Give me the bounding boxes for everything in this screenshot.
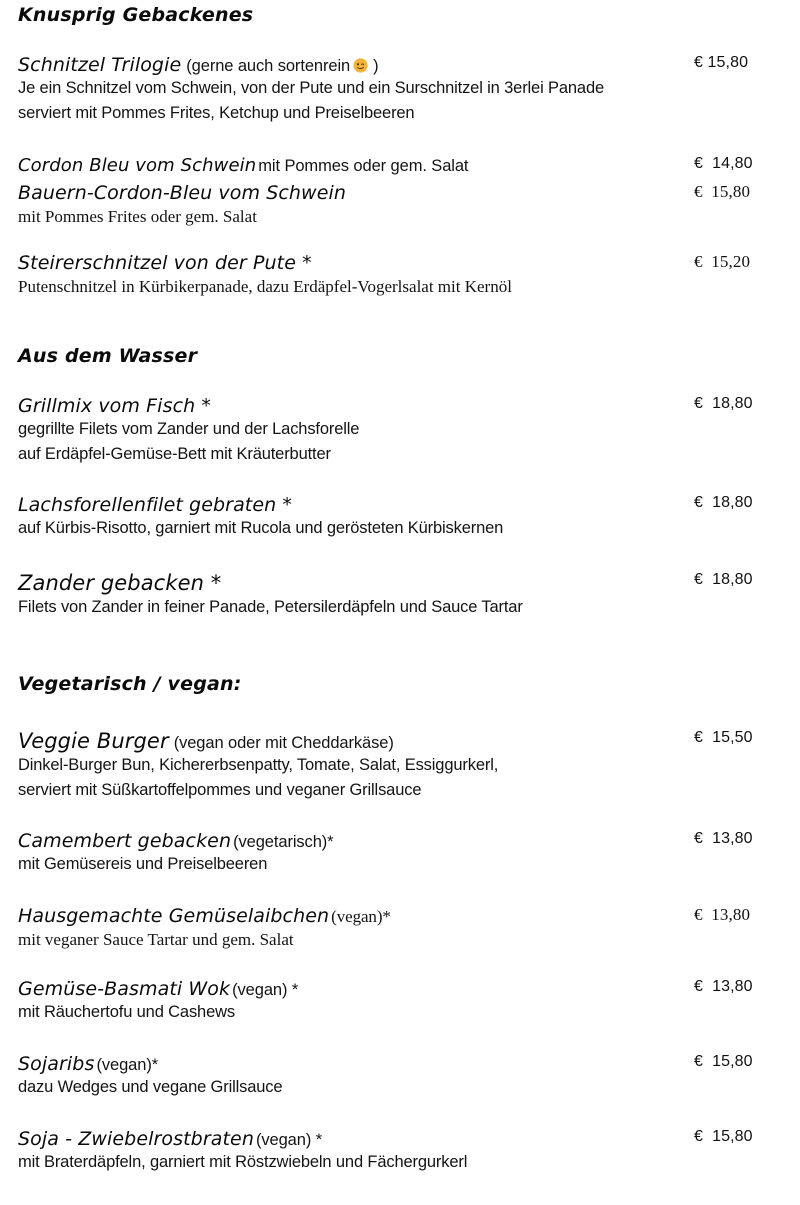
menu-item bbox=[0, 1053, 800, 1100]
menu-item bbox=[0, 978, 800, 1025]
menu-item-price: € 15,20 bbox=[694, 252, 751, 271]
menu-item-price: € 18,80 bbox=[694, 494, 753, 511]
menu-item-header bbox=[18, 1053, 800, 1075]
menu-item-description-line: Dinkel-Burger Bun, Kichererbsenpatty, Tomate, Salat, Essiggurkerl, bbox=[18, 756, 499, 774]
menu-item-price: € 15,80 bbox=[694, 1128, 753, 1145]
menu-item-name: Gemüse-Basmati Wok bbox=[18, 978, 231, 1000]
menu-item-header bbox=[18, 830, 800, 852]
menu-item bbox=[0, 54, 800, 126]
menu-item-name: Sojaribs bbox=[18, 1053, 95, 1075]
menu-item-header bbox=[18, 978, 800, 1000]
menu-item-description-line: mit Räuchertofu und Cashews bbox=[18, 1003, 235, 1021]
menu-item bbox=[0, 494, 800, 541]
menu-item-suffix-end: ) bbox=[373, 57, 379, 75]
menu-item-suffix: (vegan) * bbox=[255, 1131, 323, 1149]
menu-item-name: Zander gebacken * bbox=[18, 571, 222, 595]
section-heading: Aus dem Wasser bbox=[18, 345, 198, 367]
menu-item-name: Camembert gebacken bbox=[18, 830, 232, 852]
section-heading: Knusprig Gebackenes bbox=[18, 4, 254, 26]
menu-item-name: Lachsforellenfilet gebraten * bbox=[18, 494, 293, 516]
menu-item-suffix: (vegan)* bbox=[96, 1056, 159, 1074]
menu-item-description-line: dazu Wedges und vegane Grillsauce bbox=[18, 1078, 283, 1096]
menu-item-suffix: (vegan)* bbox=[331, 907, 391, 926]
menu-item-header bbox=[18, 1128, 800, 1150]
menu-item-price: € 13,80 bbox=[694, 830, 753, 847]
menu-item bbox=[0, 395, 800, 467]
menu-item-suffix: (gerne auch sortenrein bbox=[186, 57, 351, 75]
menu-item-suffix: (vegan) * bbox=[232, 981, 299, 999]
menu-item-name: Steirerschnitzel von der Pute * bbox=[18, 252, 312, 274]
menu-item-header bbox=[18, 905, 800, 927]
menu-item bbox=[0, 729, 800, 803]
menu-item-description-line: serviert mit Pommes Frites, Ketchup und Preiselbeeren bbox=[18, 104, 415, 122]
menu-item bbox=[0, 155, 800, 176]
menu-item-suffix: (vegan oder mit Cheddarkäse) bbox=[173, 734, 394, 752]
menu-item-price: € 15,80 bbox=[694, 54, 749, 71]
wink-face-icon bbox=[353, 58, 368, 73]
menu-item-name: Bauern-Cordon-Bleu vom Schwein bbox=[18, 182, 347, 204]
menu-item-price: € 18,80 bbox=[694, 571, 753, 588]
menu-item-name: Soja - Zwiebelrostbraten bbox=[18, 1128, 254, 1150]
menu-item-description-line: Je ein Schnitzel vom Schwein, von der Pute und ein Surschnitzel in 3erlei Panade bbox=[18, 79, 605, 97]
menu-item-header bbox=[18, 155, 800, 176]
menu-item-name: Hausgemachte Gemüselaibchen bbox=[18, 905, 330, 927]
menu-item bbox=[0, 830, 800, 877]
menu-item-price: € 14,80 bbox=[694, 155, 753, 172]
menu-item-description-line: mit Pommes Frites oder gem. Salat bbox=[18, 207, 257, 226]
menu-item-description-line: serviert mit Süßkartoffelpommes und veganer Grillsauce bbox=[18, 781, 422, 799]
menu-item-suffix: mit Pommes oder gem. Salat bbox=[258, 157, 469, 175]
menu-item-header bbox=[18, 182, 800, 204]
menu-item-price: € 13,80 bbox=[694, 978, 753, 995]
menu-item-header bbox=[18, 494, 800, 516]
menu-item-header bbox=[18, 54, 800, 76]
menu-item-header bbox=[18, 729, 800, 753]
menu-item-price: € 18,80 bbox=[694, 395, 753, 412]
menu-item-description-line: auf Erdäpfel-Gemüse-Bett mit Kräuterbutter bbox=[18, 445, 331, 463]
menu-item bbox=[0, 905, 800, 952]
menu-item-price: € 15,50 bbox=[694, 729, 753, 746]
menu-item bbox=[0, 182, 800, 229]
menu-item-suffix: (vegetarisch)* bbox=[233, 833, 334, 851]
menu-item-description-line: mit Braterdäpfeln, garniert mit Röstzwiebeln und Fächergurkerl bbox=[18, 1153, 468, 1171]
menu-item-header bbox=[18, 395, 800, 417]
wink-face-emoji bbox=[350, 58, 371, 76]
menu-item-header bbox=[18, 252, 800, 274]
menu-item-name: Veggie Burger bbox=[18, 729, 169, 753]
menu-item bbox=[0, 1128, 800, 1175]
menu-item-header bbox=[18, 571, 800, 595]
menu-item bbox=[0, 252, 800, 299]
menu-item-description-line: mit veganer Sauce Tartar und gem. Salat bbox=[18, 930, 294, 949]
menu-item-name: Grillmix vom Fisch * bbox=[18, 395, 211, 417]
menu-item bbox=[0, 571, 800, 620]
menu-item-description-line: auf Kürbis-Risotto, garniert mit Rucola und gerösteten Kürbiskernen bbox=[18, 519, 504, 537]
menu-item-description-line: mit Gemüsereis und Preiselbeeren bbox=[18, 855, 268, 873]
menu-item-price: € 13,80 bbox=[694, 905, 751, 924]
menu-item-name: Schnitzel Trilogie bbox=[18, 54, 182, 76]
menu-item-name: Cordon Bleu vom Schwein bbox=[18, 155, 257, 176]
menu-item-price: € 15,80 bbox=[694, 182, 751, 201]
menu-item-description-line: Putenschnitzel in Kürbikerpanade, dazu Erdäpfel-Vogerlsalat mit Kernöl bbox=[18, 277, 512, 296]
menu-item-description-line: gegrillte Filets vom Zander und der Lachsforelle bbox=[18, 420, 360, 438]
menu-item-price: € 15,80 bbox=[694, 1053, 753, 1070]
section-heading: Vegetarisch / vegan: bbox=[18, 673, 242, 695]
menu-item-description-line: Filets von Zander in feiner Panade, Petersilerdäpfeln und Sauce Tartar bbox=[18, 598, 523, 616]
